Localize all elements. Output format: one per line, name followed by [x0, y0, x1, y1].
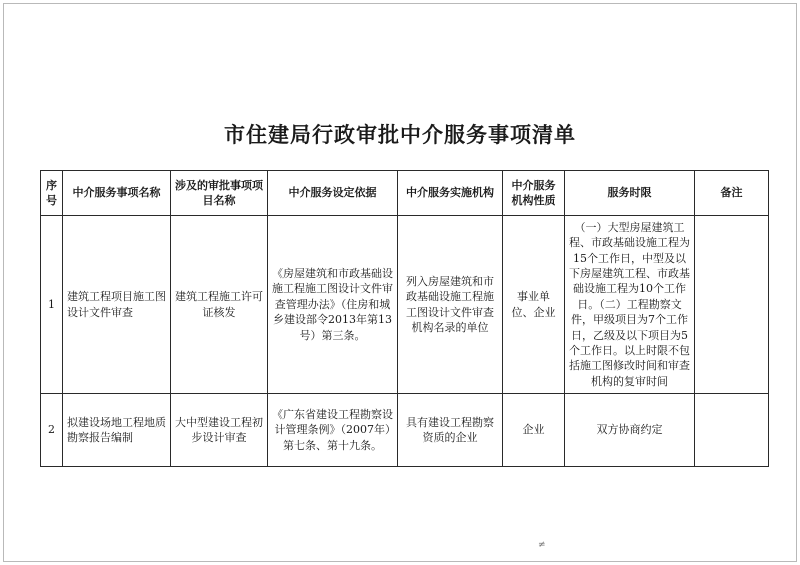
cell-service-name: 建筑工程项目施工图设计文件审查: [63, 216, 171, 394]
cell-approval-item: 建筑工程施工许可证核发: [171, 216, 268, 394]
header-agency-nature: 中介服务机构性质: [503, 171, 565, 216]
cell-agency-nature: 事业单位、企业: [503, 216, 565, 394]
scan-mark: ≠: [538, 540, 546, 550]
cell-agency-nature: 企业: [503, 394, 565, 467]
cell-agency: 具有建设工程勘察资质的企业: [398, 394, 503, 467]
cell-time-limit: 双方协商约定: [565, 394, 695, 467]
cell-remark: [695, 394, 769, 467]
header-time-limit: 服务时限: [565, 171, 695, 216]
cell-basis: 《房屋建筑和市政基础设施工程施工图设计文件审查管理办法》（住房和城乡建设部令2013年第13号）第三条。: [268, 216, 398, 394]
table-row: [41, 216, 769, 394]
header-agency: 中介服务实施机构: [398, 171, 503, 216]
cell-time-limit: （一）大型房屋建筑工程、市政基础设施工程为15个工作日，中型及以下房屋建筑工程、市政基础设施工程为10个工作日。（二）工程勘察文件，甲级项目为7个工作日，乙级及以下项目为5个工作日。以上时限不包括施工图修改时间和审查机构的复审时间: [565, 216, 695, 394]
cell-agency: 列入房屋建筑和市政基础设施工程施工图设计文件审查机构名录的单位: [398, 216, 503, 394]
cell-approval-item: 大中型建设工程初步设计审查: [171, 394, 268, 467]
header-basis: 中介服务设定依据: [268, 171, 398, 216]
cell-no: 2: [41, 394, 63, 467]
cell-service-name: 拟建设场地工程地质勘察报告编制: [63, 394, 171, 467]
service-items-table: [40, 170, 769, 467]
document-title: 市住建局行政审批中介服务事项清单: [224, 123, 576, 147]
cell-no: 1: [41, 216, 63, 394]
header-approval-item: 涉及的审批事项项目名称: [171, 171, 268, 216]
cell-basis: 《广东省建设工程勘察设计管理条例》（2007年）第七条、第十九条。: [268, 394, 398, 467]
header-remark: 备注: [695, 171, 769, 216]
header-no: 序号: [41, 171, 63, 216]
header-service-name: 中介服务事项名称: [63, 171, 171, 216]
cell-remark: [695, 216, 769, 394]
table-row: [41, 394, 769, 467]
table-header-row: [41, 171, 769, 216]
